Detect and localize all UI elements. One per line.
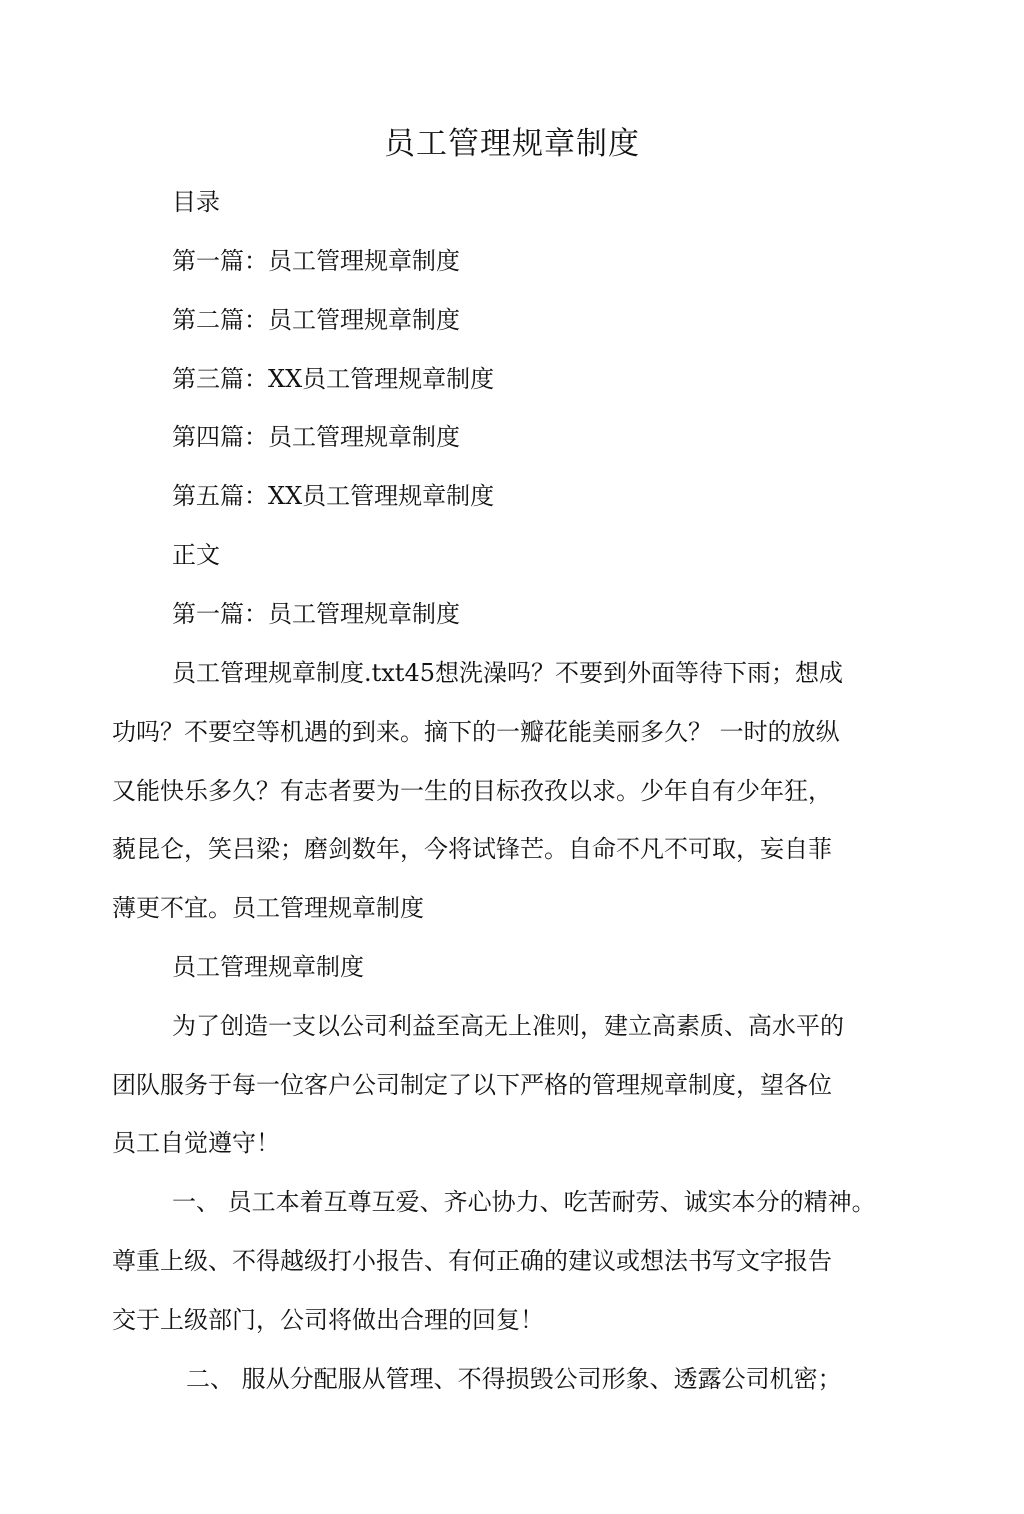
rule-line: 二、 服从分配服从管理、不得损毁公司形象、透露公司机密； — [186, 1365, 842, 1393]
toc-item: 第四篇：员工管理规章制度 — [172, 423, 460, 451]
subheading: 员工管理规章制度 — [172, 953, 364, 981]
toc-item: 第一篇：员工管理规章制度 — [172, 247, 460, 275]
toc-heading: 目录 — [172, 188, 220, 216]
intro-line: 藐昆仑，笑吕梁；磨剑数年，今将试锋芒。自命不凡不可取，妄自菲 — [112, 835, 832, 863]
intro-line: 员工管理规章制度.txt45想洗澡吗？不要到外面等待下雨；想成 — [172, 659, 843, 687]
purpose-line: 团队服务于每一位客户公司制定了以下严格的管理规章制度，望各位 — [112, 1071, 832, 1099]
purpose-line: 为了创造一支以公司利益至高无上准则，建立高素质、高水平的 — [172, 1012, 844, 1040]
toc-item: 第三篇：XX员工管理规章制度 — [172, 365, 495, 393]
rule-line: 交于上级部门，公司将做出合理的回复！ — [112, 1306, 544, 1334]
body-heading: 正文 — [172, 541, 220, 569]
purpose-line: 员工自觉遵守！ — [112, 1129, 280, 1157]
intro-line: 又能快乐多久？有志者要为一生的目标孜孜以求。少年自有少年狂， — [112, 777, 832, 805]
rule-line: 一、 员工本着互尊互爱、齐心协力、吃苦耐劳、诚实本分的精神。 — [172, 1188, 876, 1216]
intro-line: 薄更不宜。员工管理规章制度 — [112, 894, 424, 922]
intro-line: 功吗？不要空等机遇的到来。摘下的一瓣花能美丽多久？ 一时的放纵 — [112, 718, 840, 746]
toc-item: 第五篇：XX员工管理规章制度 — [172, 482, 495, 510]
section-heading: 第一篇：员工管理规章制度 — [172, 600, 460, 628]
toc-item: 第二篇：员工管理规章制度 — [172, 306, 460, 334]
document-title: 员工管理规章制度 — [384, 126, 640, 162]
rule-line: 尊重上级、不得越级打小报告、有何正确的建议或想法书写文字报告 — [112, 1247, 832, 1275]
